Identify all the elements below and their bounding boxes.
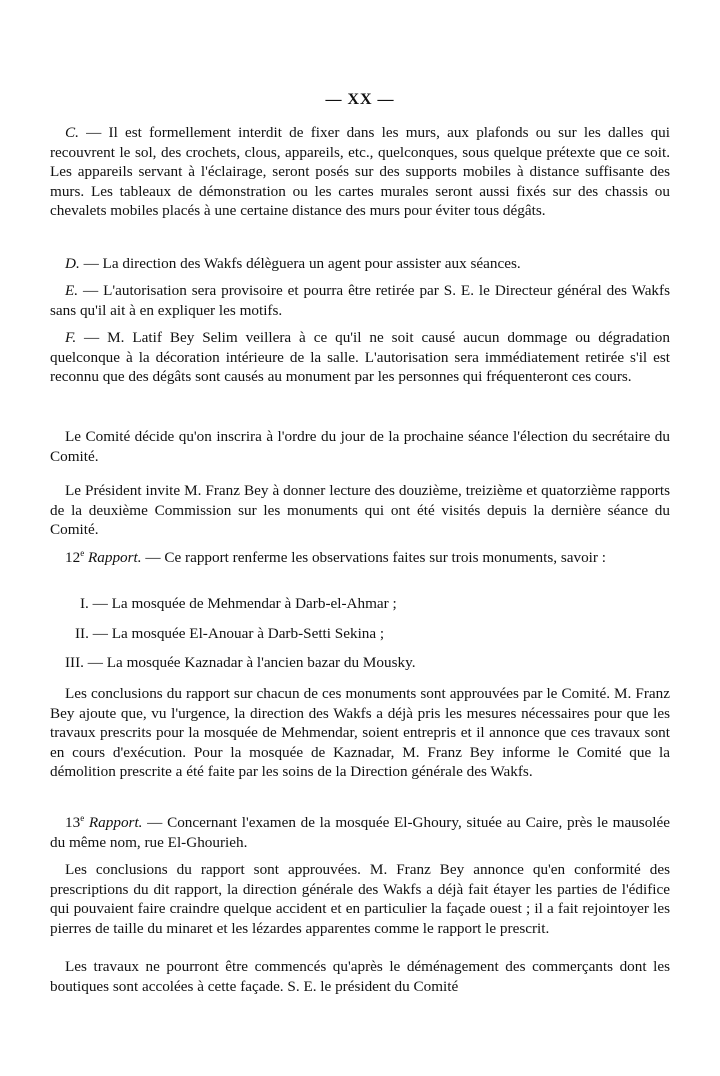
paragraph-comite: Le Comité décide qu'on inscrira à l'ordre du jour de la prochaine séance l'élection du secrétaire du Comité. [50, 428, 670, 465]
paragraph-c: C. — Il est formellement interdit de fixer dans les murs, aux plafonds ou sur les dalles qui recouvrent le sol, des crochets, clous, appareils, etc., quelconques, sous quelque prétexte que ce soit. Les appareils servant à l'éclairage, seront posés sur des supports mobiles à distance suffisante des murs. Les tableaux de démonstration ou les cartes murales seront aussi fixés sur des chassis ou chevalets mobiles placés à une certaine distance des murs pour éviter tous dégâts. [50, 124, 670, 220]
paragraph-conclusions-12: Les conclusions du rapport sur chacun de ces monuments sont approuvées par le Comité. M. Franz Bey ajoute que, vu l'urgence, la direction des Wakfs a déjà pris les mesures nécessaires pour que les travaux prescrits pour la mosquée de Mehmendar, soient entrepris et il annonce que ces travaux sont en cours d'exécution. Pour la mosquée de Kaznadar, M. Franz Bey informe le Comité que la démolition prescrite a été faite par les soins de la Direction générale des Wakfs. [50, 685, 670, 781]
paragraph-president: Le Président invite M. Franz Bey à donner lecture des douzième, treizième et quatorzième rapports de la deuxième Commission sur les monuments qui ont été visités depuis la dernière séance du Comité. [50, 482, 670, 539]
paragraph-e: E. — L'autorisation sera provisoire et pourra être retirée par S. E. le Directeur général des Wakfs sans qu'il ait à en expliquer les motifs. [50, 282, 670, 319]
item-label: F. [65, 329, 77, 346]
paragraph-d: D. — La direction des Wakfs délèguera un agent pour assister aux séances. [65, 255, 521, 272]
paragraph-conclusions-13: Les conclusions du rapport sont approuvées. M. Franz Bey annonce qu'en conformité des prescriptions du dit rapport, la direction générale des Wakfs a déjà fait étayer les parties de l'édifice qui pouvaient faire craindre quelque accident et en particulier la façade ouest ; il a fait rejointoyer les pierres de taille du minaret et les lézardes apparentes comme le rapport le prescrit. [50, 861, 670, 937]
list-item: II. — La mosquée El-Anouar à Darb-Setti Sekina ; [75, 625, 385, 642]
item-label: C. [65, 124, 79, 141]
item-label: D. [65, 255, 80, 272]
paragraph-travaux: Les travaux ne pourront être commencés qu'après le déménagement des commerçants dont les boutiques sont accolées à cette façade. S. E. le président du Comité [50, 958, 670, 995]
item-label: E. [65, 282, 79, 299]
list-item: III. — La mosquée Kaznadar à l'ancien bazar du Mousky. [65, 654, 416, 671]
list-item: I. — La mosquée de Mehmendar à Darb-el-Ahmar ; [80, 595, 397, 612]
paragraph-rapport-12: 12e Rapport. — Ce rapport renferme les observations faites sur trois monuments, savoir : [65, 547, 606, 566]
paragraph-rapport-13: 13e Rapport. — Concernant l'examen de la mosquée El-Ghoury, située au Caire, près le mausolée du même nom, rue El-Ghourieh. [50, 812, 671, 851]
page-number: — XX — [325, 91, 395, 108]
paragraph-f: F. — M. Latif Bey Selim veillera à ce qu'il ne soit causé aucun dommage ou dégradation quelconque à la décoration intérieure de la salle. L'autorisation sera immédiatement retirée s'il est reconnu que des dégâts sont causés au monument par les personnes qui fréquenteront ces cours. [50, 329, 670, 386]
